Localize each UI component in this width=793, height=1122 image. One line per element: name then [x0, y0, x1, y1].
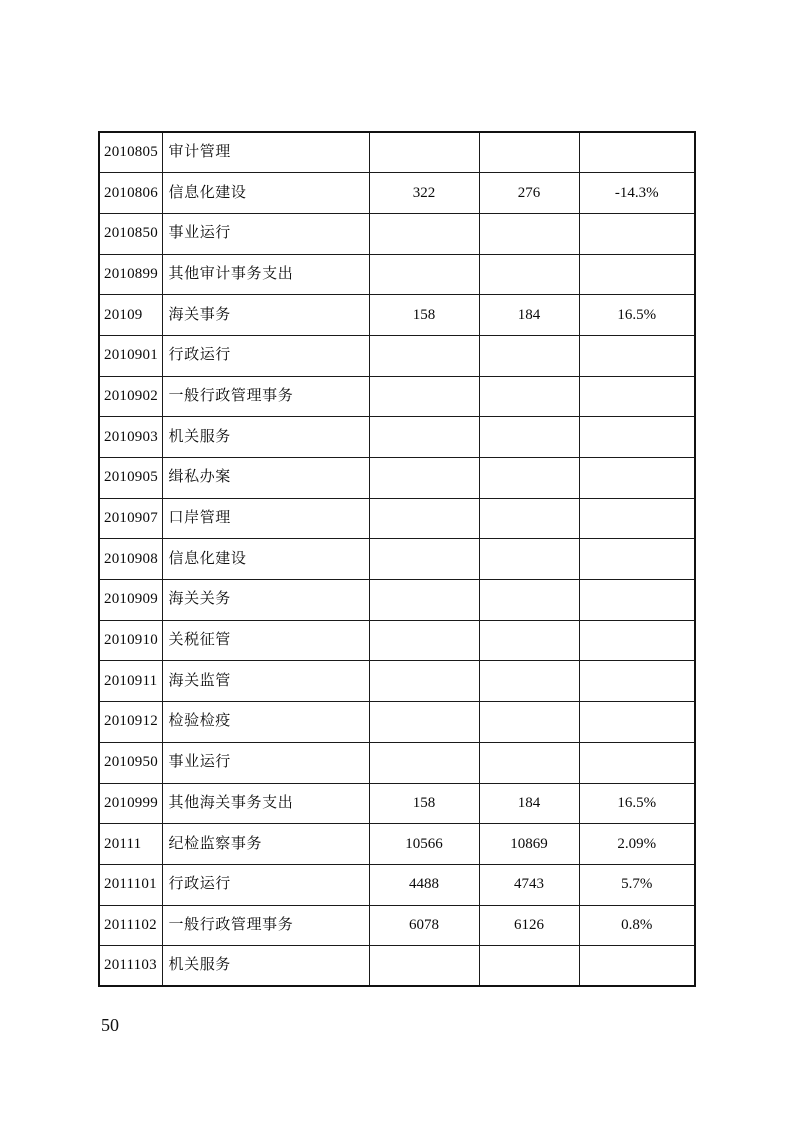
change-cell: 2.09%: [579, 824, 695, 865]
change-cell: [579, 742, 695, 783]
table-row: [99, 254, 695, 295]
value-cell: [479, 702, 579, 743]
value-cell: [479, 458, 579, 499]
change-cell: 16.5%: [579, 783, 695, 824]
value-cell: [479, 335, 579, 376]
value-cell: [369, 132, 479, 173]
change-cell: [579, 580, 695, 621]
budget-table: [98, 131, 696, 987]
code-cell: 2010806: [99, 173, 162, 214]
change-cell: [579, 702, 695, 743]
code-cell: 2010903: [99, 417, 162, 458]
change-cell: [579, 498, 695, 539]
change-cell: [579, 620, 695, 661]
value-cell: [479, 580, 579, 621]
code-cell: 2010910: [99, 620, 162, 661]
value-cell: [479, 539, 579, 580]
label-cell: 关税征管: [162, 620, 369, 661]
value-cell: [369, 702, 479, 743]
label-cell: 事业运行: [162, 742, 369, 783]
change-cell: [579, 661, 695, 702]
value-cell: [479, 946, 579, 987]
label-cell: 口岸管理: [162, 498, 369, 539]
table-row: [99, 213, 695, 254]
change-cell: [579, 213, 695, 254]
label-cell: 行政运行: [162, 864, 369, 905]
change-cell: 16.5%: [579, 295, 695, 336]
budget-table-body: [99, 132, 695, 986]
table-row: [99, 295, 695, 336]
value-cell: [479, 498, 579, 539]
label-cell: 事业运行: [162, 213, 369, 254]
value-cell: [369, 661, 479, 702]
table-row: [99, 864, 695, 905]
code-cell: 2010950: [99, 742, 162, 783]
table-row: [99, 742, 695, 783]
value-cell: 6126: [479, 905, 579, 946]
value-cell: 184: [479, 783, 579, 824]
table-row: [99, 702, 695, 743]
value-cell: 4488: [369, 864, 479, 905]
label-cell: 机关服务: [162, 946, 369, 987]
value-cell: [369, 946, 479, 987]
table-row: [99, 946, 695, 987]
value-cell: [369, 213, 479, 254]
label-cell: 海关监管: [162, 661, 369, 702]
change-cell: [579, 458, 695, 499]
value-cell: [369, 742, 479, 783]
change-cell: [579, 539, 695, 580]
label-cell: 缉私办案: [162, 458, 369, 499]
value-cell: [369, 620, 479, 661]
label-cell: 审计管理: [162, 132, 369, 173]
code-cell: 2010899: [99, 254, 162, 295]
value-cell: 158: [369, 295, 479, 336]
code-cell: 2010912: [99, 702, 162, 743]
value-cell: [479, 254, 579, 295]
label-cell: 一般行政管理事务: [162, 905, 369, 946]
change-cell: [579, 376, 695, 417]
code-cell: 20111: [99, 824, 162, 865]
change-cell: [579, 335, 695, 376]
value-cell: [479, 661, 579, 702]
label-cell: 行政运行: [162, 335, 369, 376]
change-cell: 0.8%: [579, 905, 695, 946]
code-cell: 2010911: [99, 661, 162, 702]
table-row: [99, 417, 695, 458]
code-cell: 2010908: [99, 539, 162, 580]
label-cell: 海关关务: [162, 580, 369, 621]
value-cell: 322: [369, 173, 479, 214]
change-cell: [579, 254, 695, 295]
value-cell: [369, 580, 479, 621]
code-cell: 2010901: [99, 335, 162, 376]
code-cell: 2010907: [99, 498, 162, 539]
label-cell: 纪检监察事务: [162, 824, 369, 865]
table-row: [99, 620, 695, 661]
label-cell: 一般行政管理事务: [162, 376, 369, 417]
change-cell: [579, 132, 695, 173]
code-cell: 2011101: [99, 864, 162, 905]
value-cell: [479, 376, 579, 417]
value-cell: [369, 539, 479, 580]
value-cell: [479, 417, 579, 458]
table-row: [99, 498, 695, 539]
code-cell: 2011102: [99, 905, 162, 946]
value-cell: [369, 376, 479, 417]
table-row: [99, 905, 695, 946]
value-cell: 6078: [369, 905, 479, 946]
value-cell: 158: [369, 783, 479, 824]
label-cell: 其他审计事务支出: [162, 254, 369, 295]
label-cell: 信息化建设: [162, 539, 369, 580]
table-row: [99, 132, 695, 173]
table-row: [99, 335, 695, 376]
code-cell: 2010905: [99, 458, 162, 499]
value-cell: [479, 132, 579, 173]
code-cell: 2010909: [99, 580, 162, 621]
value-cell: [369, 498, 479, 539]
change-cell: 5.7%: [579, 864, 695, 905]
value-cell: 184: [479, 295, 579, 336]
value-cell: [479, 742, 579, 783]
label-cell: 海关事务: [162, 295, 369, 336]
table-row: [99, 783, 695, 824]
page-number: 50: [101, 1015, 119, 1035]
code-cell: 2010850: [99, 213, 162, 254]
label-cell: 检验检疫: [162, 702, 369, 743]
value-cell: [369, 458, 479, 499]
label-cell: 机关服务: [162, 417, 369, 458]
table-row: [99, 539, 695, 580]
label-cell: 其他海关事务支出: [162, 783, 369, 824]
code-cell: 2011103: [99, 946, 162, 987]
value-cell: 4743: [479, 864, 579, 905]
value-cell: [479, 620, 579, 661]
value-cell: [369, 417, 479, 458]
table-row: [99, 173, 695, 214]
code-cell: 2010902: [99, 376, 162, 417]
value-cell: 10566: [369, 824, 479, 865]
table-row: [99, 661, 695, 702]
change-cell: [579, 417, 695, 458]
table-row: [99, 580, 695, 621]
table-row: [99, 458, 695, 499]
value-cell: [479, 213, 579, 254]
value-cell: [369, 335, 479, 376]
change-cell: [579, 946, 695, 987]
code-cell: 20109: [99, 295, 162, 336]
value-cell: 10869: [479, 824, 579, 865]
value-cell: 276: [479, 173, 579, 214]
change-cell: -14.3%: [579, 173, 695, 214]
value-cell: [369, 254, 479, 295]
table-row: [99, 376, 695, 417]
label-cell: 信息化建设: [162, 173, 369, 214]
code-cell: 2010805: [99, 132, 162, 173]
table-row: [99, 824, 695, 865]
code-cell: 2010999: [99, 783, 162, 824]
